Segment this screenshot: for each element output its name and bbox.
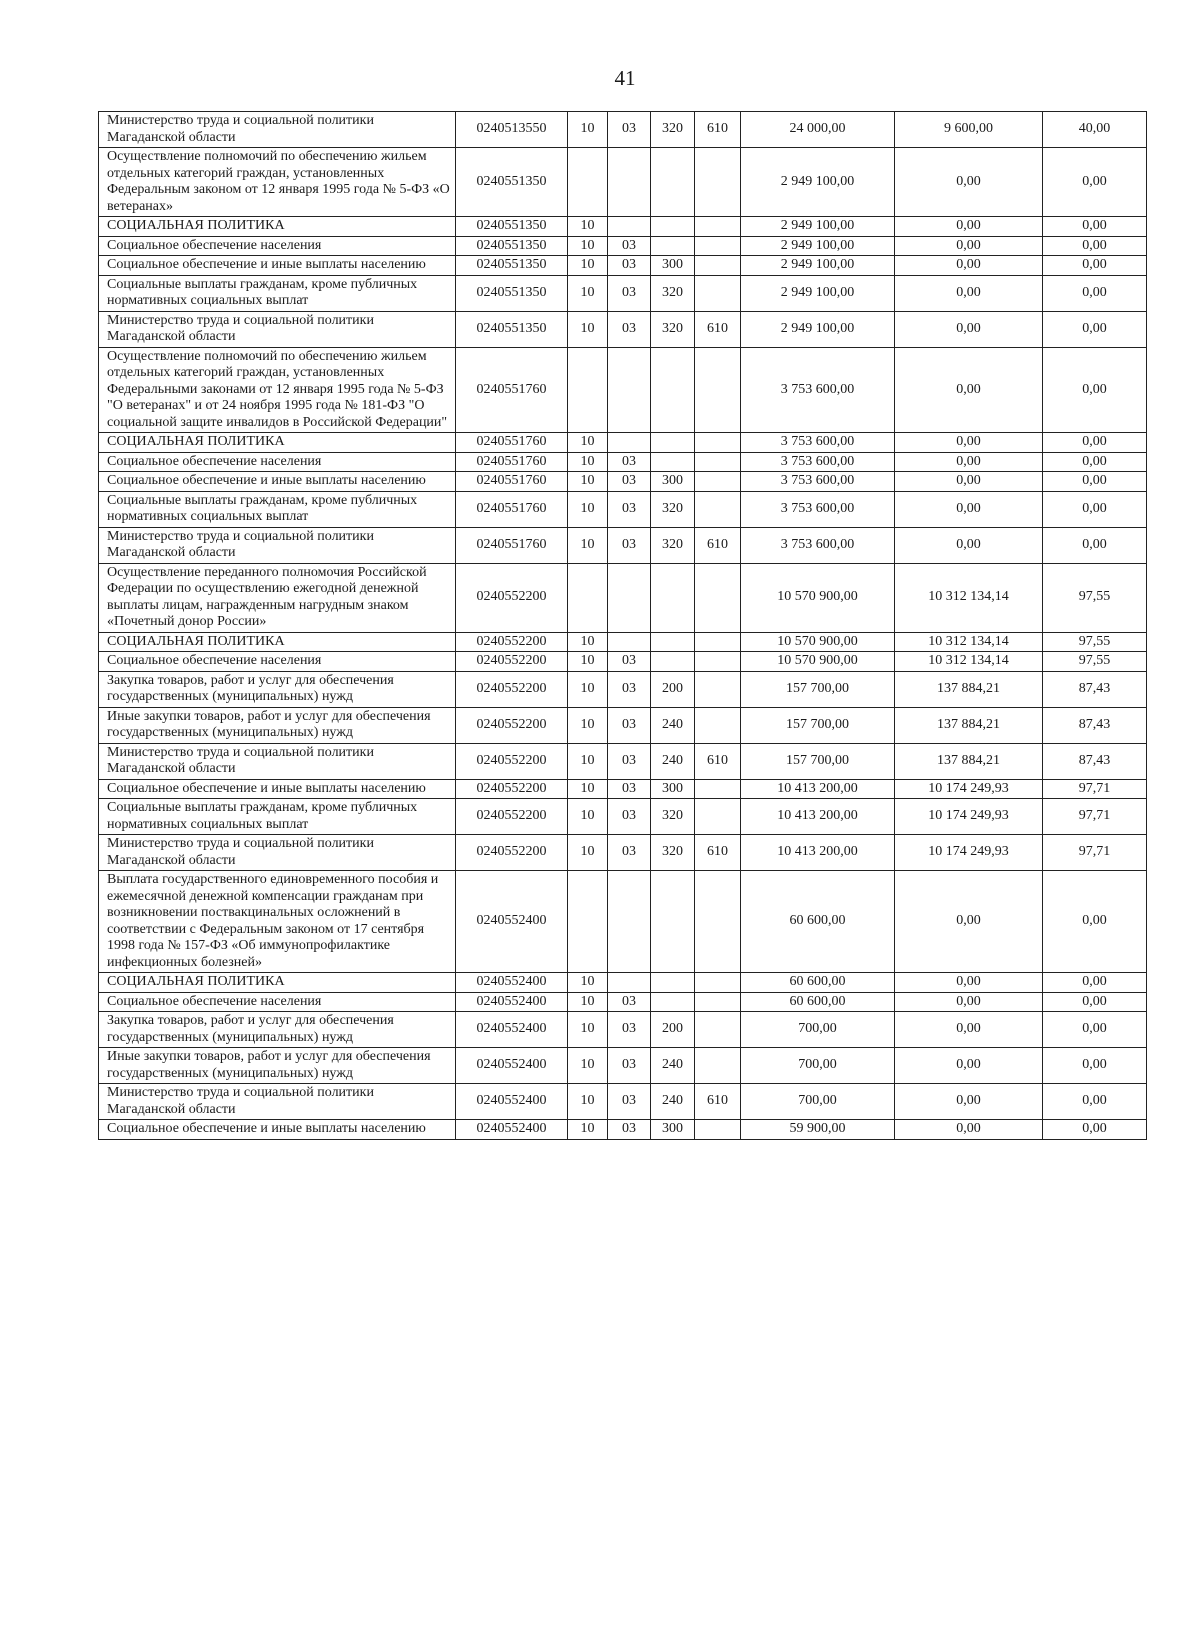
table-row (99, 1048, 1147, 1084)
table-row (99, 112, 1147, 148)
expense-type-cell: 320 (651, 112, 695, 148)
execution-percent-cell: 0,00 (1043, 973, 1147, 993)
administrator-cell (695, 256, 741, 276)
target-article-cell: 0240551350 (456, 256, 568, 276)
target-article-cell: 0240552200 (456, 632, 568, 652)
target-article-cell: 0240552400 (456, 1084, 568, 1120)
execution-percent-cell: 87,43 (1043, 707, 1147, 743)
target-article-cell: 0240552200 (456, 835, 568, 871)
section-cell: 10 (568, 452, 608, 472)
planned-amount-cell: 157 700,00 (741, 743, 895, 779)
planned-amount-cell: 10 570 900,00 (741, 652, 895, 672)
subsection-cell (608, 563, 651, 632)
table-row (99, 671, 1147, 707)
subsection-cell (608, 632, 651, 652)
row-name-cell: Осуществление переданного полномочия Российской Федерации по осуществлению ежегодной денежной выплаты лицам, награжденным нагрудным знаком «Почетный донор России» (99, 563, 456, 632)
row-name-cell: Социальное обеспечение и иные выплаты населению (99, 256, 456, 276)
subsection-cell (608, 217, 651, 237)
table-row (99, 217, 1147, 237)
section-cell: 10 (568, 527, 608, 563)
planned-amount-cell: 3 753 600,00 (741, 433, 895, 453)
planned-amount-cell: 60 600,00 (741, 973, 895, 993)
section-cell: 10 (568, 835, 608, 871)
subsection-cell: 03 (608, 743, 651, 779)
planned-amount-cell: 60 600,00 (741, 871, 895, 973)
section-cell: 10 (568, 1120, 608, 1140)
administrator-cell (695, 472, 741, 492)
executed-amount-cell: 10 312 134,14 (895, 632, 1043, 652)
table-row (99, 779, 1147, 799)
expense-type-cell (651, 433, 695, 453)
administrator-cell (695, 275, 741, 311)
table-row (99, 491, 1147, 527)
row-name-cell: Министерство труда и социальной политики Магаданской области (99, 112, 456, 148)
table-row (99, 1012, 1147, 1048)
row-name-cell: Иные закупки товаров, работ и услуг для обеспечения государственных (муниципальных) нужд (99, 707, 456, 743)
execution-percent-cell: 0,00 (1043, 347, 1147, 433)
row-name-cell: СОЦИАЛЬНАЯ ПОЛИТИКА (99, 632, 456, 652)
planned-amount-cell: 10 413 200,00 (741, 779, 895, 799)
expense-type-cell (651, 452, 695, 472)
subsection-cell: 03 (608, 799, 651, 835)
table-row (99, 1120, 1147, 1140)
executed-amount-cell: 0,00 (895, 452, 1043, 472)
table-row (99, 835, 1147, 871)
executed-amount-cell: 0,00 (895, 992, 1043, 1012)
table-row (99, 563, 1147, 632)
table-row (99, 743, 1147, 779)
execution-percent-cell: 0,00 (1043, 452, 1147, 472)
target-article-cell: 0240552400 (456, 1012, 568, 1048)
execution-percent-cell: 97,71 (1043, 799, 1147, 835)
row-name-cell: Социальное обеспечение населения (99, 236, 456, 256)
subsection-cell: 03 (608, 1084, 651, 1120)
execution-percent-cell: 0,00 (1043, 1084, 1147, 1120)
expense-type-cell (651, 563, 695, 632)
target-article-cell: 0240552200 (456, 779, 568, 799)
subsection-cell: 03 (608, 779, 651, 799)
section-cell (568, 148, 608, 217)
administrator-cell (695, 563, 741, 632)
expense-type-cell: 240 (651, 1048, 695, 1084)
executed-amount-cell: 137 884,21 (895, 707, 1043, 743)
execution-percent-cell: 0,00 (1043, 527, 1147, 563)
subsection-cell: 03 (608, 472, 651, 492)
administrator-cell (695, 707, 741, 743)
executed-amount-cell: 0,00 (895, 1120, 1043, 1140)
planned-amount-cell: 3 753 600,00 (741, 452, 895, 472)
subsection-cell (608, 871, 651, 973)
subsection-cell: 03 (608, 1048, 651, 1084)
administrator-cell (695, 347, 741, 433)
expense-type-cell (651, 992, 695, 1012)
execution-percent-cell: 87,43 (1043, 743, 1147, 779)
executed-amount-cell: 10 312 134,14 (895, 563, 1043, 632)
table-row (99, 632, 1147, 652)
subsection-cell: 03 (608, 1120, 651, 1140)
target-article-cell: 0240551760 (456, 433, 568, 453)
administrator-cell (695, 779, 741, 799)
expense-type-cell: 320 (651, 527, 695, 563)
subsection-cell: 03 (608, 835, 651, 871)
table-row (99, 433, 1147, 453)
planned-amount-cell: 10 570 900,00 (741, 563, 895, 632)
executed-amount-cell: 0,00 (895, 491, 1043, 527)
row-name-cell: Выплата государственного единовременного пособия и ежемесячной денежной компенсации гражданам при возникновении поствакцинальных осложнений в соответствии с Федеральным законом от 17 сентября 1998 года № 157-ФЗ «Об иммунопрофилактике инфекционных болезней» (99, 871, 456, 973)
execution-percent-cell: 0,00 (1043, 275, 1147, 311)
table-row (99, 256, 1147, 276)
execution-percent-cell: 0,00 (1043, 236, 1147, 256)
row-name-cell: Министерство труда и социальной политики Магаданской области (99, 527, 456, 563)
row-name-cell: Министерство труда и социальной политики Магаданской области (99, 743, 456, 779)
executed-amount-cell: 137 884,21 (895, 671, 1043, 707)
expense-type-cell: 300 (651, 472, 695, 492)
target-article-cell: 0240552400 (456, 973, 568, 993)
target-article-cell: 0240551760 (456, 472, 568, 492)
row-name-cell: Социальное обеспечение и иные выплаты населению (99, 779, 456, 799)
page-number: 41 (614, 66, 636, 90)
planned-amount-cell: 10 413 200,00 (741, 799, 895, 835)
execution-percent-cell: 97,71 (1043, 835, 1147, 871)
subsection-cell: 03 (608, 652, 651, 672)
execution-percent-cell: 0,00 (1043, 1012, 1147, 1048)
planned-amount-cell: 3 753 600,00 (741, 527, 895, 563)
execution-percent-cell: 0,00 (1043, 491, 1147, 527)
row-name-cell: Министерство труда и социальной политики Магаданской области (99, 1084, 456, 1120)
section-cell: 10 (568, 992, 608, 1012)
subsection-cell: 03 (608, 256, 651, 276)
row-name-cell: СОЦИАЛЬНАЯ ПОЛИТИКА (99, 973, 456, 993)
table-row (99, 275, 1147, 311)
row-name-cell: Социальное обеспечение и иные выплаты населению (99, 1120, 456, 1140)
administrator-cell: 610 (695, 112, 741, 148)
row-name-cell: Социальное обеспечение и иные выплаты населению (99, 472, 456, 492)
row-name-cell: Социальные выплаты гражданам, кроме публичных нормативных социальных выплат (99, 799, 456, 835)
row-name-cell: Социальные выплаты гражданам, кроме публичных нормативных социальных выплат (99, 275, 456, 311)
target-article-cell: 0240551350 (456, 217, 568, 237)
planned-amount-cell: 3 753 600,00 (741, 491, 895, 527)
section-cell: 10 (568, 217, 608, 237)
planned-amount-cell: 700,00 (741, 1048, 895, 1084)
target-article-cell: 0240551760 (456, 452, 568, 472)
subsection-cell: 03 (608, 707, 651, 743)
administrator-cell (695, 632, 741, 652)
executed-amount-cell: 0,00 (895, 275, 1043, 311)
execution-percent-cell: 97,71 (1043, 779, 1147, 799)
subsection-cell: 03 (608, 452, 651, 472)
row-name-cell: Закупка товаров, работ и услуг для обеспечения государственных (муниципальных) нужд (99, 1012, 456, 1048)
execution-percent-cell: 0,00 (1043, 311, 1147, 347)
row-name-cell: Министерство труда и социальной политики Магаданской области (99, 835, 456, 871)
section-cell: 10 (568, 707, 608, 743)
table-row (99, 1084, 1147, 1120)
expense-type-cell (651, 632, 695, 652)
planned-amount-cell: 2 949 100,00 (741, 236, 895, 256)
expense-type-cell: 300 (651, 256, 695, 276)
target-article-cell: 0240552200 (456, 671, 568, 707)
target-article-cell: 0240552200 (456, 707, 568, 743)
target-article-cell: 0240552400 (456, 1120, 568, 1140)
row-name-cell: Социальное обеспечение населения (99, 652, 456, 672)
execution-percent-cell: 0,00 (1043, 1120, 1147, 1140)
row-name-cell: СОЦИАЛЬНАЯ ПОЛИТИКА (99, 433, 456, 453)
table-row (99, 992, 1147, 1012)
subsection-cell (608, 973, 651, 993)
expense-type-cell: 200 (651, 671, 695, 707)
administrator-cell (695, 452, 741, 472)
expense-type-cell: 200 (651, 1012, 695, 1048)
expense-type-cell (651, 871, 695, 973)
administrator-cell (695, 671, 741, 707)
section-cell (568, 871, 608, 973)
table-row (99, 973, 1147, 993)
executed-amount-cell: 0,00 (895, 311, 1043, 347)
expense-type-cell: 300 (651, 1120, 695, 1140)
execution-percent-cell: 0,00 (1043, 148, 1147, 217)
executed-amount-cell: 0,00 (895, 217, 1043, 237)
executed-amount-cell: 0,00 (895, 256, 1043, 276)
target-article-cell: 0240551760 (456, 347, 568, 433)
administrator-cell: 610 (695, 311, 741, 347)
section-cell (568, 347, 608, 433)
section-cell: 10 (568, 973, 608, 993)
expense-type-cell: 320 (651, 275, 695, 311)
section-cell: 10 (568, 275, 608, 311)
row-name-cell: Осуществление полномочий по обеспечению жильем отдельных категорий граждан, установленных Федеральным законом от 12 января 1995 года № 5-ФЗ «О ветеранах» (99, 148, 456, 217)
target-article-cell: 0240551760 (456, 527, 568, 563)
row-name-cell: Социальное обеспечение населения (99, 992, 456, 1012)
execution-percent-cell: 0,00 (1043, 472, 1147, 492)
row-name-cell: СОЦИАЛЬНАЯ ПОЛИТИКА (99, 217, 456, 237)
expense-type-cell (651, 217, 695, 237)
executed-amount-cell: 0,00 (895, 347, 1043, 433)
planned-amount-cell: 157 700,00 (741, 671, 895, 707)
section-cell: 10 (568, 1012, 608, 1048)
target-article-cell: 0240552400 (456, 992, 568, 1012)
budget-table (98, 111, 1147, 1140)
subsection-cell: 03 (608, 1012, 651, 1048)
subsection-cell: 03 (608, 112, 651, 148)
section-cell: 10 (568, 799, 608, 835)
executed-amount-cell: 9 600,00 (895, 112, 1043, 148)
planned-amount-cell: 700,00 (741, 1084, 895, 1120)
table-row (99, 527, 1147, 563)
executed-amount-cell: 10 312 134,14 (895, 652, 1043, 672)
section-cell: 10 (568, 311, 608, 347)
execution-percent-cell: 0,00 (1043, 256, 1147, 276)
table-row (99, 347, 1147, 433)
target-article-cell: 0240552200 (456, 743, 568, 779)
administrator-cell: 610 (695, 835, 741, 871)
table-row (99, 652, 1147, 672)
execution-percent-cell: 0,00 (1043, 871, 1147, 973)
row-name-cell: Социальные выплаты гражданам, кроме публичных нормативных социальных выплат (99, 491, 456, 527)
execution-percent-cell: 0,00 (1043, 217, 1147, 237)
executed-amount-cell: 0,00 (895, 1084, 1043, 1120)
executed-amount-cell: 10 174 249,93 (895, 799, 1043, 835)
planned-amount-cell: 2 949 100,00 (741, 217, 895, 237)
administrator-cell (695, 1120, 741, 1140)
executed-amount-cell: 10 174 249,93 (895, 835, 1043, 871)
execution-percent-cell: 0,00 (1043, 433, 1147, 453)
administrator-cell (695, 217, 741, 237)
section-cell: 10 (568, 671, 608, 707)
target-article-cell: 0240552200 (456, 652, 568, 672)
target-article-cell: 0240513550 (456, 112, 568, 148)
execution-percent-cell: 97,55 (1043, 632, 1147, 652)
expense-type-cell: 320 (651, 799, 695, 835)
execution-percent-cell: 0,00 (1043, 1048, 1147, 1084)
planned-amount-cell: 59 900,00 (741, 1120, 895, 1140)
administrator-cell (695, 433, 741, 453)
expense-type-cell (651, 347, 695, 433)
execution-percent-cell: 40,00 (1043, 112, 1147, 148)
subsection-cell (608, 148, 651, 217)
administrator-cell (695, 992, 741, 1012)
planned-amount-cell: 10 413 200,00 (741, 835, 895, 871)
row-name-cell: Закупка товаров, работ и услуг для обеспечения государственных (муниципальных) нужд (99, 671, 456, 707)
row-name-cell: Социальное обеспечение населения (99, 452, 456, 472)
administrator-cell (695, 973, 741, 993)
expense-type-cell (651, 236, 695, 256)
subsection-cell (608, 347, 651, 433)
expense-type-cell: 240 (651, 707, 695, 743)
section-cell: 10 (568, 256, 608, 276)
administrator-cell (695, 491, 741, 527)
execution-percent-cell: 97,55 (1043, 563, 1147, 632)
table-row (99, 707, 1147, 743)
section-cell: 10 (568, 236, 608, 256)
expense-type-cell (651, 652, 695, 672)
section-cell: 10 (568, 743, 608, 779)
executed-amount-cell: 0,00 (895, 1012, 1043, 1048)
subsection-cell: 03 (608, 275, 651, 311)
section-cell: 10 (568, 491, 608, 527)
table-row (99, 236, 1147, 256)
target-article-cell: 0240552200 (456, 799, 568, 835)
expense-type-cell: 320 (651, 311, 695, 347)
subsection-cell: 03 (608, 491, 651, 527)
section-cell: 10 (568, 1084, 608, 1120)
expense-type-cell: 300 (651, 779, 695, 799)
subsection-cell: 03 (608, 311, 651, 347)
target-article-cell: 0240551350 (456, 236, 568, 256)
executed-amount-cell: 10 174 249,93 (895, 779, 1043, 799)
section-cell: 10 (568, 779, 608, 799)
executed-amount-cell: 0,00 (895, 871, 1043, 973)
target-article-cell: 0240552400 (456, 1048, 568, 1084)
executed-amount-cell: 0,00 (895, 1048, 1043, 1084)
subsection-cell: 03 (608, 992, 651, 1012)
administrator-cell: 610 (695, 1084, 741, 1120)
expense-type-cell: 320 (651, 835, 695, 871)
executed-amount-cell: 137 884,21 (895, 743, 1043, 779)
section-cell: 10 (568, 112, 608, 148)
administrator-cell (695, 799, 741, 835)
administrator-cell: 610 (695, 527, 741, 563)
execution-percent-cell: 0,00 (1043, 992, 1147, 1012)
executed-amount-cell: 0,00 (895, 433, 1043, 453)
target-article-cell: 0240552200 (456, 563, 568, 632)
planned-amount-cell: 2 949 100,00 (741, 148, 895, 217)
subsection-cell (608, 433, 651, 453)
planned-amount-cell: 2 949 100,00 (741, 256, 895, 276)
section-cell: 10 (568, 652, 608, 672)
table-row (99, 311, 1147, 347)
execution-percent-cell: 87,43 (1043, 671, 1147, 707)
administrator-cell (695, 1012, 741, 1048)
section-cell: 10 (568, 632, 608, 652)
executed-amount-cell: 0,00 (895, 472, 1043, 492)
planned-amount-cell: 10 570 900,00 (741, 632, 895, 652)
target-article-cell: 0240551350 (456, 275, 568, 311)
planned-amount-cell: 157 700,00 (741, 707, 895, 743)
planned-amount-cell: 2 949 100,00 (741, 311, 895, 347)
row-name-cell: Иные закупки товаров, работ и услуг для обеспечения государственных (муниципальных) нужд (99, 1048, 456, 1084)
row-name-cell: Осуществление полномочий по обеспечению жильем отдельных категорий граждан, установленных Федеральными законами от 12 января 1995 года № 5-ФЗ "О ветеранах" и от 24 ноября 1995 года № 181-ФЗ "О социальной защите инвалидов в Российской Федерации" (99, 347, 456, 433)
planned-amount-cell: 3 753 600,00 (741, 347, 895, 433)
section-cell (568, 563, 608, 632)
execution-percent-cell: 97,55 (1043, 652, 1147, 672)
subsection-cell: 03 (608, 236, 651, 256)
planned-amount-cell: 24 000,00 (741, 112, 895, 148)
target-article-cell: 0240551760 (456, 491, 568, 527)
target-article-cell: 0240551350 (456, 311, 568, 347)
executed-amount-cell: 0,00 (895, 527, 1043, 563)
target-article-cell: 0240552400 (456, 871, 568, 973)
row-name-cell: Министерство труда и социальной политики Магаданской области (99, 311, 456, 347)
administrator-cell: 610 (695, 743, 741, 779)
section-cell: 10 (568, 1048, 608, 1084)
executed-amount-cell: 0,00 (895, 973, 1043, 993)
section-cell: 10 (568, 433, 608, 453)
table-row (99, 148, 1147, 217)
administrator-cell (695, 652, 741, 672)
planned-amount-cell: 700,00 (741, 1012, 895, 1048)
expense-type-cell: 320 (651, 491, 695, 527)
budget-table-body (99, 112, 1147, 1140)
target-article-cell: 0240551350 (456, 148, 568, 217)
expense-type-cell: 240 (651, 1084, 695, 1120)
expense-type-cell (651, 148, 695, 217)
executed-amount-cell: 0,00 (895, 148, 1043, 217)
expense-type-cell (651, 973, 695, 993)
executed-amount-cell: 0,00 (895, 236, 1043, 256)
table-row (99, 472, 1147, 492)
administrator-cell (695, 236, 741, 256)
subsection-cell: 03 (608, 671, 651, 707)
planned-amount-cell: 60 600,00 (741, 992, 895, 1012)
planned-amount-cell: 2 949 100,00 (741, 275, 895, 311)
expense-type-cell: 240 (651, 743, 695, 779)
section-cell: 10 (568, 472, 608, 492)
table-row (99, 871, 1147, 973)
administrator-cell (695, 148, 741, 217)
subsection-cell: 03 (608, 527, 651, 563)
table-row (99, 799, 1147, 835)
administrator-cell (695, 871, 741, 973)
planned-amount-cell: 3 753 600,00 (741, 472, 895, 492)
administrator-cell (695, 1048, 741, 1084)
table-row (99, 452, 1147, 472)
